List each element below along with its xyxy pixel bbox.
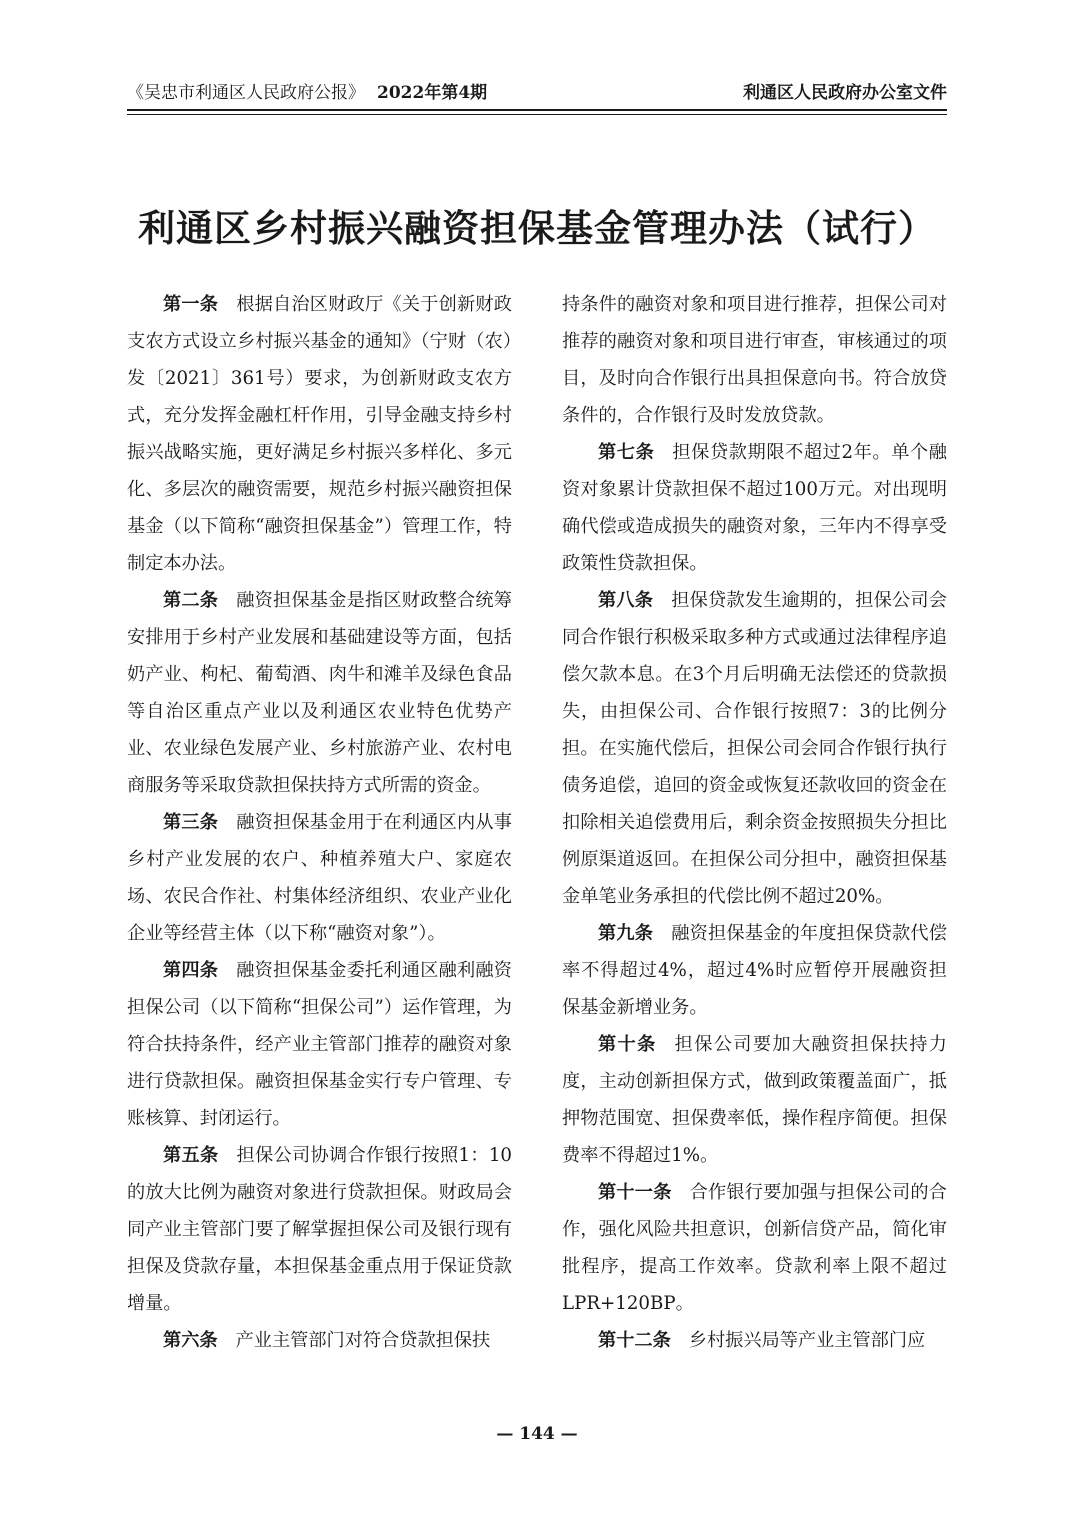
article-heading: 第一条 — [163, 294, 219, 315]
article-text: 持条件的融资对象和项目进行推荐，担保公司对推荐的融资对象和项目进行审查，审核通过的项目，及时向合作银行出具担保意向书。符合放贷条件的，合作银行及时发放贷款。 — [562, 294, 947, 426]
article-text: 合作银行要加强与担保公司的合作，强化风险共担意识，创新信贷产品，简化审批程序，提高工作效率。贷款利率上限不超过LPR+120BP。 — [562, 1182, 947, 1314]
article-6-continued — [562, 286, 947, 434]
header-rule-thick — [127, 109, 947, 111]
article-text: 乡村振兴局等产业主管部门应 — [688, 1330, 926, 1351]
article-text: 融资担保基金用于在利通区内从事乡村产业发展的农户、种植养殖大户、家庭农场、农民合作社、村集体经济组织、农业产业化企业等经营主体（以下称“融资对象”）。 — [127, 812, 512, 944]
article-1 — [127, 286, 512, 582]
left-column — [127, 286, 512, 1359]
article-9 — [562, 915, 947, 1026]
article-heading: 第八条 — [598, 590, 654, 611]
document-title: 利通区乡村振兴融资担保基金管理办法（试行） — [138, 207, 936, 250]
article-heading: 第六条 — [163, 1330, 218, 1351]
article-7 — [562, 434, 947, 582]
issue-number: 2022年第4期 — [377, 83, 488, 103]
article-heading: 第十二条 — [598, 1330, 671, 1351]
article-10 — [562, 1026, 947, 1174]
article-heading: 第十一条 — [598, 1182, 672, 1203]
article-4 — [127, 952, 512, 1137]
gazette-name: 《吴忠市利通区人民政府公报》 2022年第4期 — [127, 83, 488, 103]
article-heading: 第四条 — [163, 960, 219, 981]
page-header — [127, 78, 947, 108]
article-text: 融资担保基金是指区财政整合统筹安排用于乡村产业发展和基础建设等方面，包括奶产业、枸杞、葡萄酒、肉牛和滩羊及绿色食品等自治区重点产业以及利通区农业特色优势产业、农业绿色发展产业、乡村旅游产业、农村电商服务等采取贷款担保扶持方式所需的资金。 — [127, 590, 512, 796]
document-source: 利通区人民政府办公室文件 — [743, 83, 947, 103]
page-number: — 144 — — [496, 1424, 578, 1444]
article-3 — [127, 804, 512, 952]
article-8 — [562, 582, 947, 915]
right-column — [562, 286, 947, 1359]
article-6-start — [127, 1322, 512, 1359]
article-heading: 第二条 — [163, 590, 219, 611]
article-heading: 第十条 — [598, 1034, 657, 1055]
article-text: 产业主管部门对符合贷款担保扶 — [235, 1330, 491, 1351]
article-12 — [562, 1322, 947, 1359]
article-text: 融资担保基金的年度担保贷款代偿率不得超过4%，超过4%时应暂停开展融资担保基金新增业务。 — [562, 923, 947, 1018]
article-11 — [562, 1174, 947, 1322]
article-text: 担保公司协调合作银行按照1：10的放大比例为融资对象进行贷款担保。财政局会同产业主管部门要了解掌握担保公司及银行现有担保及贷款存量，本担保基金重点用于保证贷款增量。 — [127, 1145, 512, 1314]
article-text: 根据自治区财政厅《关于创新财政支农方式设立乡村振兴基金的通知》（宁财（农）发〔2021〕361号）要求，为创新财政支农方式，充分发挥金融杠杆作用，引导金融支持乡村振兴战略实施，更好满足乡村振兴多样化、多元化、多层次的融资需要，规范乡村振兴融资担保基金（以下简称“融资担保基金”）管理工作，特制定本办法。 — [127, 294, 512, 574]
article-heading: 第三条 — [163, 812, 219, 833]
article-text: 担保公司要加大融资担保扶持力度，主动创新担保方式，做到政策覆盖面广，抵押物范围宽、担保费率低，操作程序简便。担保费率不得超过1%。 — [562, 1034, 947, 1166]
article-heading: 第五条 — [163, 1145, 219, 1166]
article-5 — [127, 1137, 512, 1322]
header-rule-thin — [127, 114, 947, 115]
article-text: 融资担保基金委托利通区融利融资担保公司（以下简称“担保公司”）运作管理，为符合扶持条件，经产业主管部门推荐的融资对象进行贷款担保。融资担保基金实行专户管理、专账核算、封闭运行。 — [127, 960, 512, 1129]
article-2 — [127, 582, 512, 804]
article-text: 担保贷款期限不超过2年。单个融资对象累计贷款担保不超过100万元。对出现明确代偿或造成损失的融资对象，三年内不得享受政策性贷款担保。 — [562, 442, 947, 574]
article-text: 担保贷款发生逾期的，担保公司会同合作银行积极采取多种方式或通过法律程序追偿欠款本息。在3个月后明确无法偿还的贷款损失，由担保公司、合作银行按照7：3的比例分担。在实施代偿后，担保公司会同合作银行执行债务追偿，追回的资金或恢复还款收回的资金在扣除相关追偿费用后，剩余资金按照损失分担比例原渠道返回。在担保公司分担中，融资担保基金单笔业务承担的代偿比例不超过20%。 — [562, 590, 947, 907]
article-heading: 第九条 — [598, 923, 654, 944]
article-heading: 第七条 — [598, 442, 655, 463]
